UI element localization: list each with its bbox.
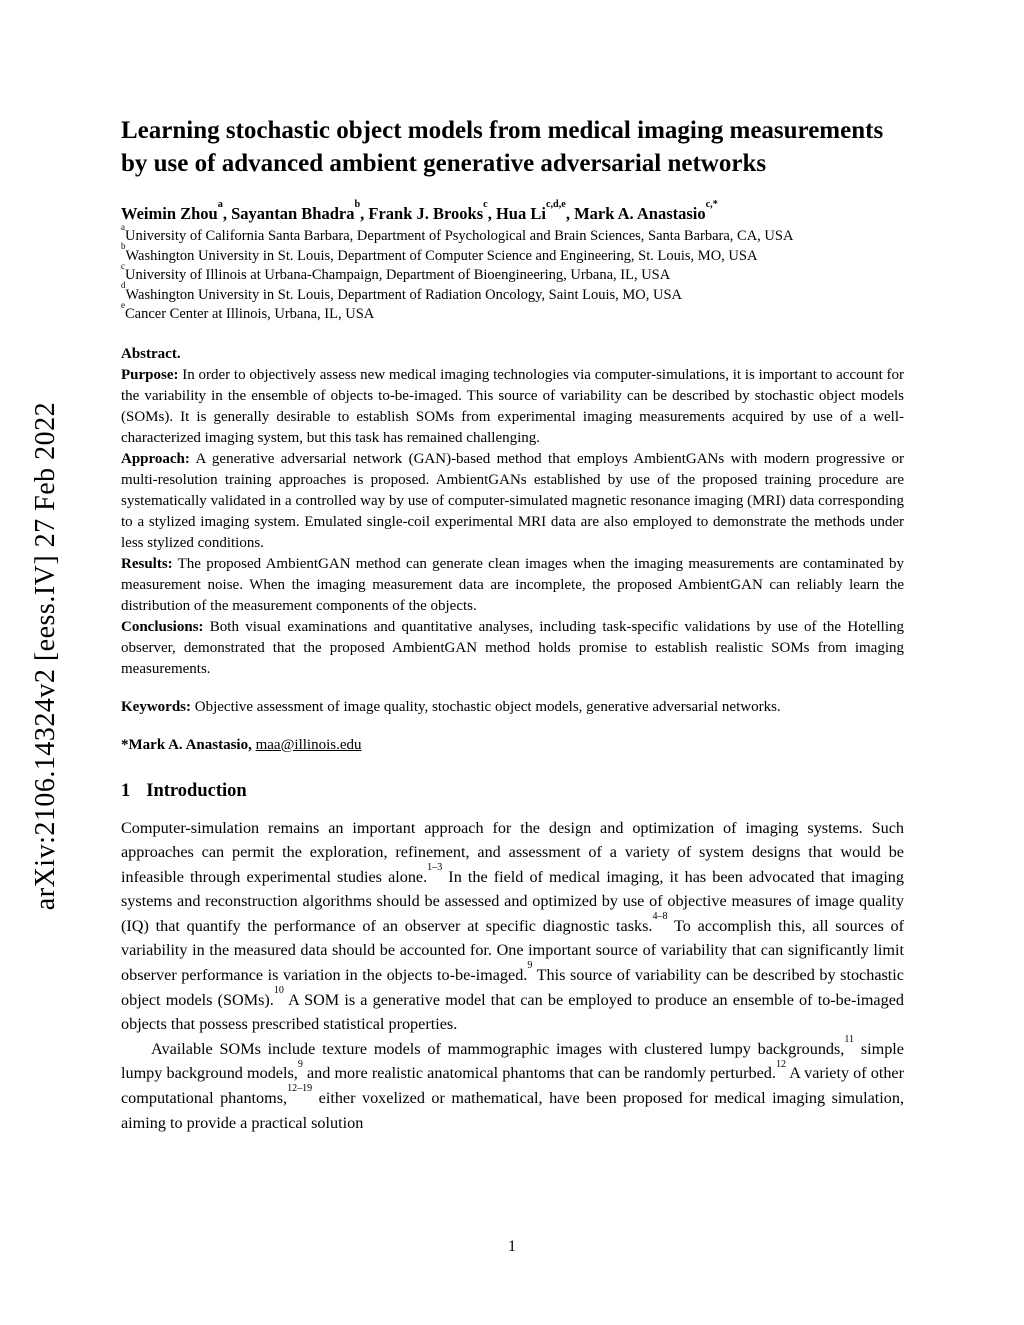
affiliation-line <box>121 299 904 325</box>
affiliation-mark: c <box>121 260 125 271</box>
author-affiliation-mark: c <box>483 199 488 211</box>
author-affiliation-mark: a <box>217 199 223 211</box>
section-heading-introduction <box>121 779 904 803</box>
abstract-paragraph <box>121 617 904 680</box>
abstract-paragraph-text: In order to objectively assess new medical imaging technologies via computer-simulations, it is important to account for the variability in the ensemble of objects to-be-imaged. This source of variability can be described by stochastic object models (SOMs). It is generally desirable to establish SOMs from experimental imaging measurements acquired by use of a well-characterized imaging system, but this task has remained challenging. <box>121 366 904 446</box>
affiliation-mark: b <box>121 241 126 251</box>
affiliation-text: Washington University in St. Louis, Department of Computer Science and Engineering, St. Louis, MO, USA <box>125 247 758 264</box>
citation-reference[interactable]: 1–3 <box>427 862 443 874</box>
arxiv-identifier-watermark: arXiv:2106.14324v2 [eess.IV] 27 Feb 2022 <box>30 401 61 911</box>
citation-reference[interactable]: 12–19 <box>287 1083 313 1095</box>
email-link[interactable]: maa@illinois.edu <box>255 736 362 753</box>
paragraph-text: either voxelized or mathematical, have been proposed for medical imaging simulation, aiming to provide a practical solution <box>121 1089 904 1132</box>
section-title: Introduction <box>146 780 247 801</box>
paragraph-text: To accomplish this, all sources of variability in the measured data should be accounted for. One important source of variability that can significantly limit observer performance is variation in the objects to-be-imaged. <box>121 916 904 985</box>
corresponding-author-line <box>121 735 904 756</box>
author-name: Sayantan Bhadra <box>231 204 355 223</box>
paragraph-text: Available SOMs include texture models of mammographic images with clustered lumpy backgrounds, <box>151 1039 845 1058</box>
citation-reference[interactable]: 4–8 <box>652 911 668 923</box>
paragraph-text: and more realistic anatomical phantoms that can be randomly perturbed. <box>302 1064 776 1083</box>
introduction-body <box>121 816 904 1136</box>
affiliation-list <box>121 221 904 325</box>
citation-reference[interactable]: 10 <box>273 985 284 997</box>
author-affiliation-mark: c,d,e <box>545 199 566 211</box>
abstract-heading: Abstract. <box>121 345 181 362</box>
affiliation-line <box>121 280 904 306</box>
abstract-paragraph-label: Results: <box>121 555 173 572</box>
affiliation-text: Cancer Center at Illinois, Urbana, IL, USA <box>125 306 375 322</box>
citation-reference[interactable]: 9 <box>297 1058 303 1070</box>
abstract-paragraph-text: The proposed AmbientGAN method can generate clean images when the imaging measurements are contaminated by measurement noise. When the imaging measurement data are incomplete, the proposed AmbientGAN can reliably learn the distribution of the measurement components of the objects. <box>121 555 904 614</box>
affiliation-line <box>121 241 904 267</box>
paragraph-text: Computer-simulation remains an important approach for the design and optimization of imaging systems. Such approaches can permit the exploration, refinement, and assessment of a variety of system designs that would be infeasible through experimental studies alone. <box>121 818 904 886</box>
abstract-paragraph <box>121 365 904 449</box>
abstract-paragraph-label: Conclusions: <box>121 618 204 635</box>
page-number: 1 <box>508 1238 516 1255</box>
abstract-paragraph-text: Both visual examinations and quantitative analyses, including task-specific validations by use of the Hotelling observer, demonstrated that the proposed AmbientGAN method holds promise to establish realistic SOMs from imaging measurements. <box>121 618 904 677</box>
abstract-body <box>121 365 904 680</box>
keywords-line <box>121 697 904 718</box>
paragraph-text: A variety of other computational phantoms, <box>121 1064 905 1108</box>
citation-reference[interactable]: 12 <box>775 1058 786 1070</box>
paragraph-text: A SOM is a generative model that can be employed to produce an ensemble of to-be-imaged objects that possess prescribed statistical properties. <box>121 990 904 1034</box>
affiliation-mark: a <box>121 221 125 232</box>
author-name: Mark A. Anastasio <box>574 204 706 223</box>
paragraph-text: This source of variability can be described by stochastic object models (SOMs). <box>121 966 904 1009</box>
section-number: 1 <box>121 780 131 801</box>
affiliation-text: Washington University in St. Louis, Department of Radiation Oncology, Saint Louis, MO, USA <box>125 286 683 303</box>
keywords-text: Objective assessment of image quality, stochastic object models, generative adversarial networks. <box>191 698 781 715</box>
affiliation-text: University of Illinois at Urbana-Champaign, Department of Bioengineering, Urbana, IL, USA <box>125 267 671 283</box>
author-affiliation-mark: b <box>354 199 361 211</box>
introduction-paragraph <box>121 816 904 1037</box>
paragraph-text: In the field of medical imaging, it has been advocated that imaging systems and reconstruction algorithms should be assessed and optimized by use of objective measures of image quality (IQ) that quantify the performance of an observer at specific diagnostic tasks. <box>121 867 904 935</box>
author-line: Weimin Zhou$^a$, Sayantan Bhadra$^b$, Frank J. Brooks$^c$, Hua Li$^{c,d,e}$, Mark A. Anastasio$^{c,*}$ <box>121 199 718 223</box>
affiliation-text: University of California Santa Barbara, Department of Psychological and Brain Sciences, Santa Barbara, CA, USA <box>125 228 794 244</box>
author-name: Frank J. Brooks <box>368 204 484 223</box>
introduction-paragraph <box>121 1034 905 1135</box>
paragraph-text: simple lumpy background models, <box>121 1039 904 1083</box>
abstract-paragraph-label: Approach: <box>121 450 190 467</box>
affiliation-mark: e <box>121 299 125 310</box>
abstract-paragraph <box>121 554 904 617</box>
abstract-paragraph <box>121 449 904 554</box>
author-name: Weimin Zhou <box>121 204 218 223</box>
paper-content <box>121 114 904 1135</box>
abstract-paragraph-label: Purpose: <box>121 366 179 383</box>
keywords-label: Keywords: <box>121 698 191 715</box>
affiliation-mark: d <box>121 280 126 290</box>
citation-reference[interactable]: 11 <box>844 1034 855 1046</box>
citation-reference[interactable]: 9 <box>527 960 533 972</box>
affiliation-line <box>121 260 904 286</box>
paper-title: Learning stochastic object models from medical imaging measurements by use of advanced ambient generative adversarial networks <box>121 117 884 177</box>
author-affiliation-mark: c,* <box>705 199 718 211</box>
author-name: Hua Li <box>495 204 546 223</box>
corresponding-author-name: *Mark A. Anastasio, <box>121 736 256 753</box>
abstract-paragraph-text: A generative adversarial network (GAN)-based method that employs AmbientGANs with modern progressive or multi-resolution training approaches is proposed. AmbientGANs established by use of the proposed training procedure are systematically validated in a controlled way by use of computer-simulated magnetic resonance imaging (MRI) data corresponding to a stylized imaging system. Emulated single-coil experimental MRI data are also employed to demonstrate the methods under less stylized conditions. <box>121 450 904 551</box>
affiliation-line <box>121 221 904 247</box>
